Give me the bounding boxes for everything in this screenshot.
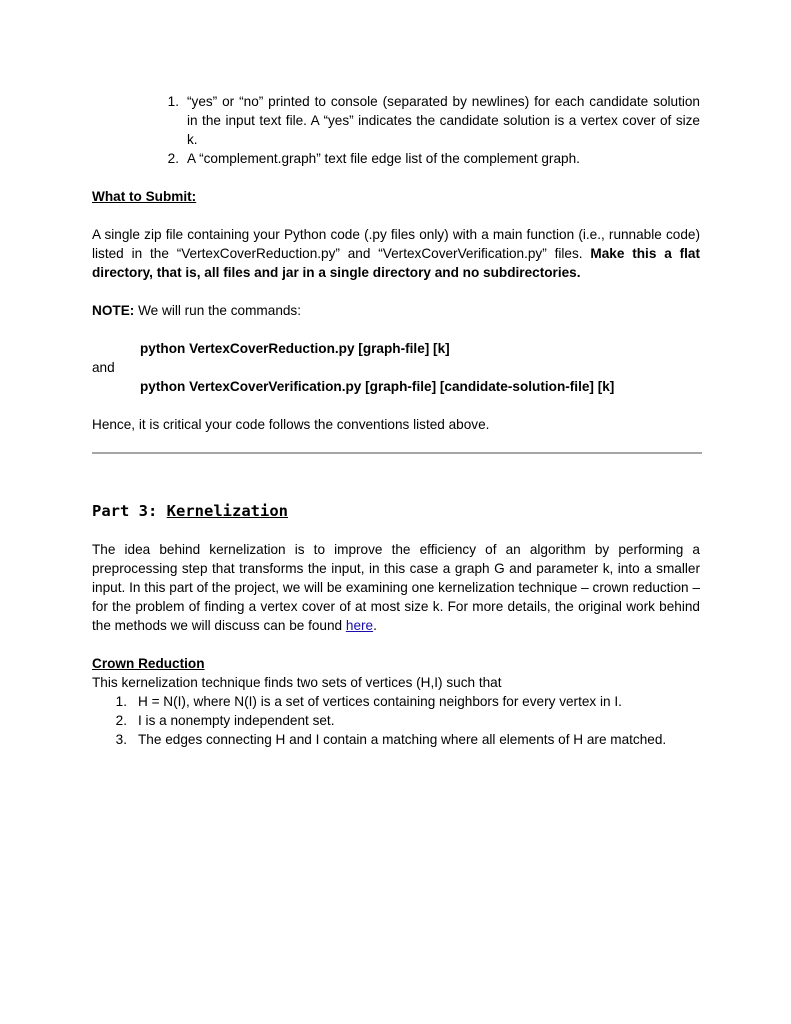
list-text: “yes” or “no” printed to console (separated by newlines) for each candidate solution in the input text file. A “yes” indicates the candidate solution is a vertex cover of size k. [187,94,700,147]
submit-paragraph-bold: Make this a flat directory, that is, all files and jar in a single directory and no subdirectories. [92,246,701,280]
crown-intro: This kernelization technique finds two sets of vertices (H,I) such that [92,675,502,690]
list-number: 3. [115,732,127,747]
list-item [162,92,700,149]
list-item [92,711,700,730]
list-text: I is a nonempty independent set. [138,713,335,728]
submit-paragraph-text: A single zip file containing your Python code (.py files only) with a main function (i.e., runnable code) listed in the “VertexCoverReduction.py” and “VertexCoverVerification.py” files. [92,227,700,261]
here-link[interactable]: here [345,618,374,633]
closing-text: Hence, it is critical your code follows the conventions listed above. [92,417,490,432]
submit-paragraph [92,225,700,282]
list-item [92,692,700,711]
list-text: A “complement.graph” text file edge list of the complement graph. [187,151,580,166]
command-reduction: python VertexCoverReduction.py [graph-file] [k] [140,341,450,356]
command-verification: python VertexCoverVerification.py [graph-file] [candidate-solution-file] [k] [140,379,615,394]
submit-heading: What to Submit: [92,189,197,204]
list-text: H = N(I), where N(I) is a set of vertices containing neighbors for every vertex in I. [138,694,622,709]
list-number: 1. [167,94,179,109]
document-page [92,92,700,749]
part-title [92,500,700,522]
list-number: 2. [115,713,127,728]
list-item [162,149,700,168]
note-text: We will run the commands: [138,303,302,318]
part-title-text: Kernelization [166,502,288,520]
kernelization-intro [92,540,700,635]
note-line [92,301,700,320]
crown-list [92,692,700,749]
crown-heading: Crown Reduction [92,656,205,671]
list-item [92,730,700,749]
and-text: and [92,360,115,375]
note-label: NOTE: [92,303,135,318]
intro-end: . [373,618,377,633]
section-divider [92,452,702,454]
intro-text: The idea behind kernelization is to improve the efficiency of an algorithm by performing a preprocessing step that transforms the input, in this case a graph G and parameter k, into a smaller input. In this part of the project, we will be examining one kernelization technique – crown reduction – for the problem of finding a vertex cover of at most size k. For more details, the original work behind the methods we will discuss can be found [92,542,700,633]
list-number: 2. [167,151,179,166]
list-text: The edges connecting H and I contain a matching where all elements of H are matched. [138,732,667,747]
list-number: 1. [115,694,127,709]
output-list [162,92,700,168]
part-prefix: Part 3: [92,502,158,520]
